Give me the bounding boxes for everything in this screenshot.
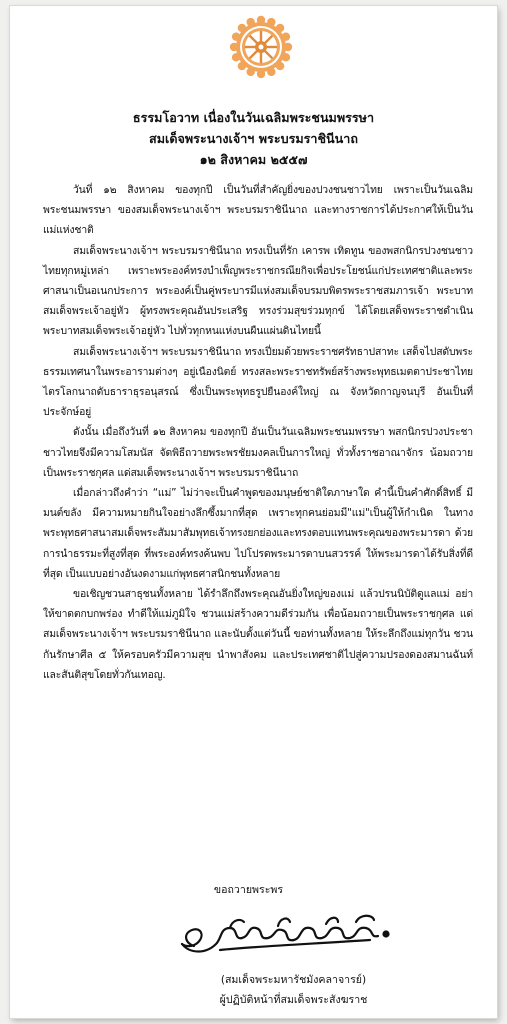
paragraph: สมเด็จพระนางเจ้าฯ พระบรมราชินีนาถ ทรงเป็นที่รัก เคารพ เทิดทูน ของพสกนิกรปวงชนชาวไทยทุกหมู่เหล่า เพราะพระองค์ทรงบำเพ็ญพระราชกรณียกิจเพื่อประโยชน์แก่ประเทศชาติและพระศาสนาเป็นอเนกประการ พระองค์เป็นคู่พระบารมีแห่งสมเด็จบรมบพิตรพระราชสมภารเจ้า พระบาทสมเด็จพระเจ้าอยู่หัว ผู้ทรงพระคุณอันประเสริฐ ทรงร่วมสุขร่วมทุกข์ ได้โดยเสด็จพระราชดำเนินพระบาทสมเด็จพระเจ้าอยู่หัว ไปทั่วทุกหนแห่งบนผืนแผ่นดินไทยนี้	[43, 244, 473, 338]
document-body	[43, 180, 473, 685]
signer-block	[10, 970, 497, 1010]
title-line-2: สมเด็จพระนางเจ้าฯ พระบรมราชินีนาถ	[149, 131, 358, 146]
document-title	[10, 107, 497, 170]
title-line-1: ธรรมโอวาท เนื่องในวันเฉลิมพระชนมพรรษา	[132, 110, 375, 125]
paragraph: ดังนั้น เมื่อถึงวันที่ ๑๒ สิงหาคม ของทุกปี อันเป็นวันเฉลิมพระชนมพรรษา พสกนิกรปวงประชาชาวไทยจึงมีความโสมนัส จัดพิธีถวายพระพรชัยมงคลเป็นการใหญ่ ทั่วทั้งราชอาณาจักร น้อมถวายเป็นพระราชกุศล แด่สมเด็จพระนางเจ้าฯ พระบรมราชินีนาถ	[43, 426, 473, 479]
paragraph: สมเด็จพระนางเจ้าฯ พระบรมราชินีนาถ ทรงเปี่ยมด้วยพระราชศรัทธาปสาทะ เสด็จไปสดับพระธรรมเทศนาในพระอารามต่างๆ อยู่เนืองนิตย์ ทรงสละพระราชทรัพย์สร้างพระพุทธเมตตาประชาไทยไตรโลกนาถดับธาราธุรอนุสรณ์ ซึ่งเป็นพระพุทธรูปยืนองค์ใหญ่ ณ จังหวัดกาญจนบุรี อันเป็นที่ประจักษ์อยู่	[43, 345, 473, 419]
signer-name: (สมเด็จพระมหารัชมังคลาจารย์)	[220, 974, 367, 986]
paragraph: วันที่ ๑๒ สิงหาคม ของทุกปี เป็นวันที่สำคัญยิ่งของปวงชนชาวไทย เพราะเป็นวันเฉลิมพระชนมพรรษา ของสมเด็จพระนางเจ้าฯ พระบรมราชินีนาถ และทางราชการได้ประกาศให้เป็นวันแม่แห่งชาติ	[43, 184, 473, 237]
title-line-3: ๑๒ สิงหาคม ๒๕๕๗	[199, 152, 308, 167]
handwritten-signature	[160, 904, 410, 964]
paragraph: เมื่อกล่าวถึงคำว่า “แม่” ไม่ว่าจะเป็นคำพูดของมนุษย์ชาติใดภาษาใด คำนี้เป็นคำศักดิ์สิทธิ์ มีมนต์ขลัง มีความหมายกินใจอย่างลึกซึ้งมากที่สุด เพราะทุกคนย่อมมี"แม่"เป็นผู้ให้กำเนิด ในทางพระพุทธศาสนาสมเด็จพระสัมมาสัมพุทธเจ้าทรงยกย่องและทรงตอบแทนพระคุณของพระมารดา ด้วยการนำธรรมะที่สูงที่สุด ที่พระองค์ทรงค้นพบ ไปโปรดพระมารดาบนสวรรค์ ให้พระมารดาได้รับสิ่งที่ดีที่สุด เป็นแบบอย่างอันงดงามแก่พุทธศาสนิกชนทั้งหลาย	[43, 487, 473, 580]
document-page	[10, 6, 497, 1018]
closing-salutation: ขอถวายพระพร	[213, 884, 284, 896]
paragraph: ขอเชิญชวนสาธุชนทั้งหลาย ได้รำลึกถึงพระคุณอันยิ่งใหญ่ของแม่ แล้วปรนนิบัติดูแลแม่ อย่าให้ขาดตกบกพร่อง ทำดีให้แม่ภูมิใจ ชวนแม่สร้างความดีร่วมกัน เพื่อน้อมถวายเป็นพระราชกุศล แด่สมเด็จพระนางเจ้าฯ พระบรมราชินีนาถ และนับตั้งแต่วันนี้ ขอท่านทั้งหลาย ให้ระลึกถึงแม่ทุกวัน ชวนกันรักษาศีล ๕ ให้ครอบครัวมีความสุข นำพาสังคม และประเทศชาติไปสู่ความปรองดองสมานฉันท์ และสันติสุขโดยทั่วกันเทอญ.	[43, 588, 473, 681]
signer-position: ผู้ปฏิบัติหน้าที่สมเด็จพระสังฆราช	[219, 994, 368, 1006]
dharma-wheel-icon	[229, 15, 293, 79]
